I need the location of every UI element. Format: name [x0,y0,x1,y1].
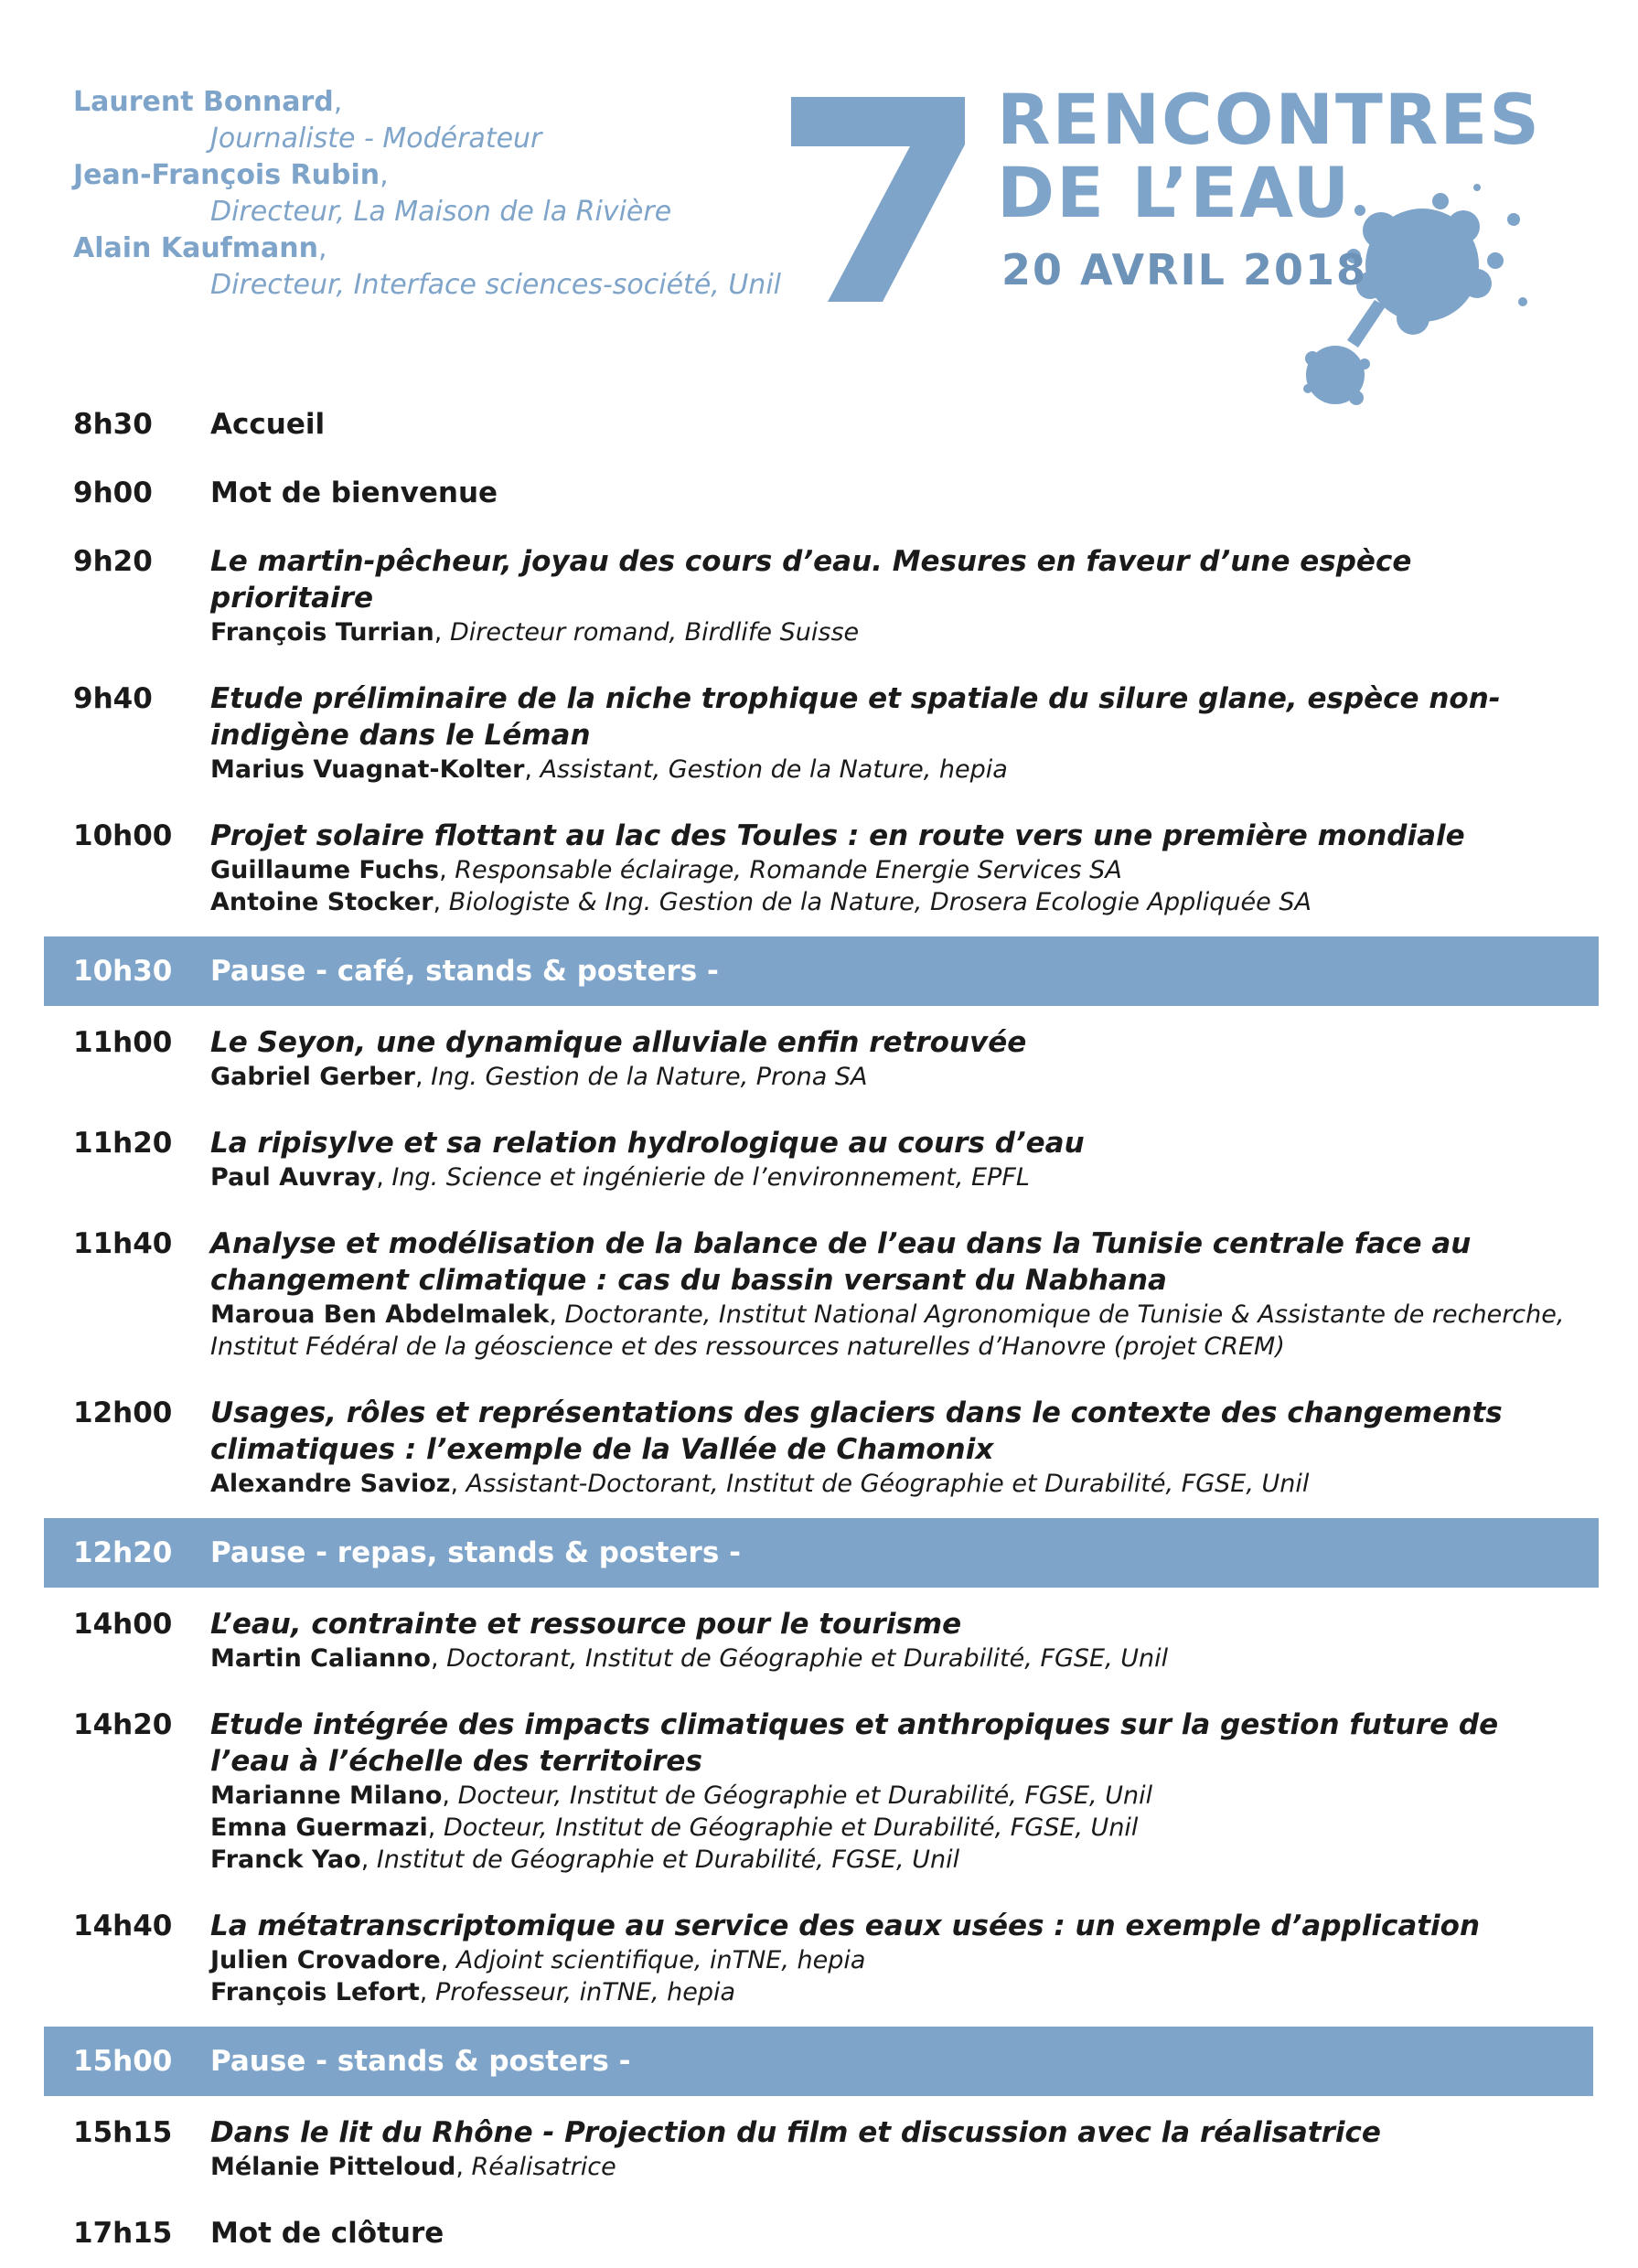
item-time: 10h30 [73,955,173,988]
speaker-line: Emna Guermazi, Docteur, Institut de Géographie et Durabilité, FGSE, Unil [210,1813,1139,1842]
speaker-role: Ing. Science et ingénierie de l’environnement, EPFL [391,1163,1030,1192]
item-title: Etude intégrée des impacts climatiques et anthropiques sur la gestion future de l’eau à l’échelle des territoires [210,1708,1499,1778]
item-time: 9h40 [73,682,153,715]
speaker-line: Guillaume Fuchs, Responsable éclairage, Romande Energie Services SA [210,856,1122,884]
organizer-name: Laurent Bonnard, [73,86,343,118]
organizer-role: Directeur, Interface sciences-société, Unil [210,269,781,301]
speaker-line: Marius Vuagnat-Kolter, Assistant, Gestion de la Nature, hepia [210,755,1008,784]
speaker-name: Alexandre Savioz [210,1470,451,1498]
item-time: 8h30 [73,408,153,441]
item-time: 15h15 [73,2116,173,2149]
speaker-role: Responsable éclairage, Romande Energie Services SA [455,856,1122,884]
program-item [44,475,1599,511]
item-title: La ripisylve et sa relation hydrologique au cours d’eau [210,1127,1085,1160]
program-schedule [44,406,1599,2252]
speaker-line: Julien Crovadore, Adjoint scientifique, inTNE, hepia [210,1946,866,1974]
item-title: Usages, rôles et représentations des glaciers dans le contexte des changements climatiques : l’exemple de la Vallée de Chamonix [210,1396,1503,1466]
organizer-name: Alain Kaufmann, [73,232,327,264]
item-time: 14h40 [73,1910,173,1942]
speaker-role: Professeur, inTNE, hepia [434,1978,736,2006]
item-title: Dans le lit du Rhône - Projection du film et discussion avec la réalisatrice [210,2116,1381,2149]
speaker-name: Maroua Ben Abdelmalek [210,1300,550,1329]
speaker-name: Antoine Stocker [210,888,434,916]
program-item [44,1024,1599,1093]
program-item [44,680,1599,786]
program-item [44,1908,1599,2008]
item-title: Le Seyon, une dynamique alluviale enfin retrouvée [210,1026,1027,1059]
speaker-name: Marianne Milano [210,1781,443,1810]
speaker-line: Mélanie Pitteloud, Réalisatrice [210,2153,616,2181]
speaker-role: Doctorant, Institut de Géographie et Durabilité, FGSE, Unil [446,1644,1169,1673]
item-time: 10h00 [73,819,173,852]
pause-banner [44,1518,1599,1588]
program-item [44,2215,1599,2252]
logo-superscript: e [917,91,963,166]
speaker-role: Biologiste & Ing. Gestion de la Nature, Drosera Ecologie Appliquée SA [448,888,1311,916]
item-title: L’eau, contrainte et ressource pour le tourisme [210,1608,962,1641]
speaker-line: François Turrian, Directeur romand, Birdlife Suisse [210,618,860,647]
speaker-name: Marius Vuagnat-Kolter [210,755,525,784]
item-title: Accueil [210,408,326,441]
speaker-name: Mélanie Pitteloud [210,2153,456,2181]
speaker-role: Adjoint scientifique, inTNE, hepia [455,1946,866,1974]
program-item [44,1606,1599,1674]
item-title: Mot de clôture [210,2217,444,2250]
program-item [44,818,1599,918]
speaker-role: Doctorante, Institut National Agronomique de Tunisie & Assistante de recherche, Institut Fédéral de la géoscience et des ressources naturelles d’Hanovre (projet CREM) [210,1300,1565,1361]
speaker-role: Directeur romand, Birdlife Suisse [449,618,860,647]
item-time: 17h15 [73,2217,173,2250]
organizers-block [73,84,823,304]
speaker-role: Ing. Gestion de la Nature, Prona SA [431,1063,868,1091]
program-item [44,1706,1599,1876]
speaker-name: Guillaume Fuchs [210,856,440,884]
organizer-name: Jean-François Rubin, [73,159,389,191]
organizer-role: Directeur, La Maison de la Rivière [210,196,672,228]
logo-date: 20 AVRIL 2018 [1001,245,1367,294]
item-title: La métatranscriptomique au service des eaux usées : un exemple d’application [210,1910,1481,1942]
item-time: 14h20 [73,1708,173,1741]
speaker-name: Franck Yao [210,1845,361,1874]
item-title: Pause - stands & posters - [210,2045,631,2078]
pause-banner [44,2027,1593,2096]
speaker-name: Gabriel Gerber [210,1063,415,1091]
speaker-name: Paul Auvray [210,1163,377,1192]
speaker-role: Institut de Géographie et Durabilité, FGSE, Unil [376,1845,960,1874]
item-title: Mot de bienvenue [210,476,498,509]
logo-line-1: RENCONTRES [997,79,1542,160]
item-time: 11h00 [73,1026,173,1059]
item-time: 15h00 [73,2045,173,2078]
item-time: 12h00 [73,1396,173,1429]
item-title: Projet solaire flottant au lac des Toules : en route vers une première mondiale [210,819,1465,852]
speaker-line: Marianne Milano, Docteur, Institut de Géographie et Durabilité, FGSE, Unil [210,1781,1153,1810]
speaker-name: François Lefort [210,1978,420,2006]
item-time: 9h20 [73,545,153,578]
item-title: Analyse et modélisation de la balance de l’eau dans la Tunisie centrale face au changement climatique : cas du bassin versant du Nabhana [210,1227,1472,1297]
speaker-name: Martin Calianno [210,1644,431,1673]
item-title: Le martin-pêcheur, joyau des cours d’eau. Mesures en faveur d’une espèce prioritaire [210,545,1412,615]
speaker-line: Alexandre Savioz, Assistant-Doctorant, Institut de Géographie et Durabilité, FGSE, Unil [210,1470,1310,1498]
item-title: Pause - café, stands & posters - [210,955,719,988]
speaker-line: Martin Calianno, Doctorant, Institut de Géographie et Durabilité, FGSE, Unil [210,1644,1169,1673]
logo-line-2: DE L’EAU [997,152,1352,233]
item-title: Etude préliminaire de la niche trophique et spatiale du silure glane, espèce non-indigène dans le Léman [210,682,1501,752]
item-title: Pause - repas, stands & posters - [210,1536,741,1569]
speaker-line: Gabriel Gerber, Ing. Gestion de la Nature, Prona SA [210,1063,868,1091]
program-item [44,406,1599,443]
speaker-name: Julien Crovadore [210,1946,441,1974]
speaker-name: Emna Guermazi [210,1813,428,1842]
speaker-role: Assistant-Doctorant, Institut de Géographie et Durabilité, FGSE, Unil [466,1470,1310,1498]
speaker-name: François Turrian [210,618,434,647]
item-time: 11h20 [73,1127,173,1160]
speaker-line: Antoine Stocker, Biologiste & Ing. Gestion de la Nature, Drosera Ecologie Appliquée SA [210,888,1311,916]
program-item [44,2114,1599,2183]
speaker-line: Maroua Ben Abdelmalek, Doctorante, Institut National Agronomique de Tunisie & Assistante de recherche, Institut Fédéral de la géoscience et des ressources naturelles d’Hanovre (projet CREM) [210,1300,1565,1361]
item-time: 14h00 [73,1608,173,1641]
speaker-line: Franck Yao, Institut de Géographie et Durabilité, FGSE, Unil [210,1845,960,1874]
item-time: 11h40 [73,1227,173,1260]
program-item [44,543,1599,648]
speaker-role: Docteur, Institut de Géographie et Durabilité, FGSE, Unil [457,1781,1153,1810]
program-item [44,1395,1599,1500]
speaker-role: Docteur, Institut de Géographie et Durabilité, FGSE, Unil [443,1813,1139,1842]
speaker-role: Assistant, Gestion de la Nature, hepia [540,755,1008,784]
program-item [44,1225,1599,1363]
event-logo [782,73,1587,421]
speaker-line: François Lefort, Professeur, inTNE, hepia [210,1978,736,2006]
item-time: 9h00 [73,476,153,509]
item-time: 12h20 [73,1536,173,1569]
organizer-role: Journaliste - Modérateur [210,123,542,155]
speaker-role: Réalisatrice [471,2153,616,2181]
speaker-line: Paul Auvray, Ing. Science et ingénierie de l’environnement, EPFL [210,1163,1030,1192]
pause-banner [44,936,1599,1006]
program-item [44,1125,1599,1193]
